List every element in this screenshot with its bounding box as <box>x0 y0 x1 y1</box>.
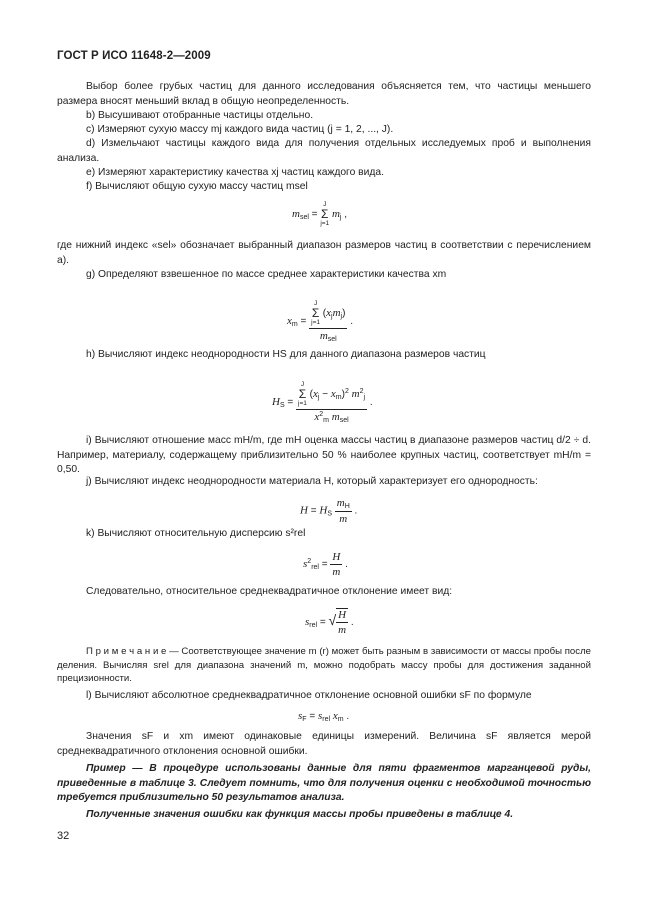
formula-h: $H = H_S$ $\frac{m_H}{m}$ . <box>300 497 358 525</box>
list-item-k: k) Вычисляют относительную дисперсию s²rel <box>86 528 306 539</box>
list-item-b: b) Высушивают отобранные частицы отдельно. <box>86 110 314 121</box>
page-number: 32 <box>57 830 70 842</box>
list-item-d: d) Измельчают частицы каждого вида для получения отдельных исследуемых проб и выполнения анализа. <box>57 138 591 164</box>
paragraph-intro: Выбор более грубых частиц для данного исследования объясняется тем, что частицы меньшего размера вносят меньший вклад в общую неопределенность. <box>57 81 591 107</box>
results-line: Полученные значения ошибки как функция массы пробы приведены в таблице 4. <box>86 809 514 820</box>
formula-sf: $s_F = s_{rel}$ $x_m$ . <box>298 710 350 723</box>
list-item-h: h) Вычисляют индекс неоднородности HS для данного диапазона размеров частиц <box>86 349 486 360</box>
paragraph-units: Значения sF и xm имеют одинаковые единицы измерений. Величина sF является мерой среднеквадратичного отклонения основной ошибки. <box>57 731 591 757</box>
formula-srel: $s_{rel}$ = √ $\frac{H}{m}$ . <box>305 609 354 636</box>
list-item-j: j) Вычисляют индекс неоднородности материала H, который характеризует его однородность: <box>86 476 538 487</box>
formula-xm: $x_m$ = J Σ j=1 $(x_jm_j)$ $m_{sel}$ . <box>287 300 353 343</box>
formula-hs: $H_S$ = J Σ j=1 $(x_j - x_m)^2$ $m^2_j$ $x^2_m$ $m_{sel}$ . <box>272 381 373 424</box>
note-block: П р и м е ч а н и е — Соответствующее значение m (r) может быть разным в зависимости от массы пробы после деления. Вычисляя srel для диапазона значений m, можно подобрать массу пробы для достижения заданной прецизионности. <box>57 646 591 685</box>
formula-s2rel: $s^2_{rel}$ = $\frac{H}{m}$ . <box>303 551 348 578</box>
list-item-g: g) Определяют взвешенное по массе среднее характеристики качества xm <box>86 269 447 280</box>
document-header: ГОСТ Р ИСО 11648-2—2009 <box>57 50 211 62</box>
paragraph-hence: Следовательно, относительное среднеквадратичное отклонение имеет вид: <box>86 586 453 597</box>
example-block: Пример — В процедуре использованы данные для пяти фрагментов марганцевой руды, приведенные в таблице 3. Следует помнить, что для получения оценки с необходимой точностью требуется приблизительно 50 результатов анализа. <box>57 763 591 804</box>
paragraph-sel-definition: где нижний индекс «sel» обозначает выбранный диапазон размеров частиц в соответствии с перечислением а). <box>57 240 591 266</box>
list-item-c: c) Измеряют сухую массу mj каждого вида частиц (j = 1, 2, ..., J). <box>86 124 394 135</box>
formula-msel: $m_{sel} = J$ Σ j=1 $m_j$ , <box>292 201 348 227</box>
list-item-l: l) Вычисляют абсолютное среднеквадратичное отклонение основной ошибки sF по формуле <box>86 690 532 701</box>
list-item-i: i) Вычисляют отношение масс mH/m, где mH оценка массы частиц в диапазоне размеров частиц d/2 ÷ d. Например, материалу, содержащему приблизительно 50 % наиболее крупных частиц, соответствует mH/m = 0,50. <box>57 435 591 476</box>
list-item-f: f) Вычисляют общую сухую массу частиц msel <box>86 181 308 192</box>
list-item-e: e) Измеряют характеристику качества xj частиц каждого вида. <box>86 167 384 178</box>
